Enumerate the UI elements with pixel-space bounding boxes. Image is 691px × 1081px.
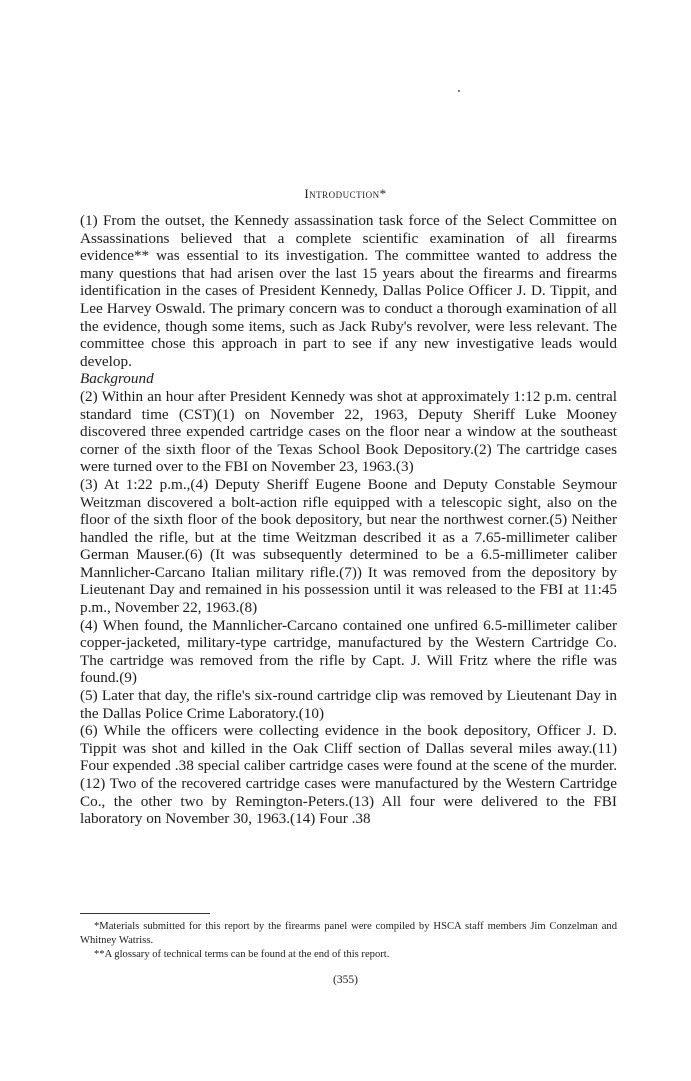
footnote-2: **A glossary of technical terms can be found at the end of this report. [94,949,390,960]
paragraph-3: (3) At 1:22 p.m.,(4) Deputy Sheriff Eugene Boone and Deputy Constable Seymour Weitzman discovered a bolt-action rifle equipped with a telescopic sight, also on the floor of the sixth floor of the book depository, but near the northwest corner.(5) Neither handled the rifle, but at the time Weitzman described it as a 7.65-millimeter caliber German Mauser.(6) (It was subsequently determined to be a 6.5-millimeter caliber Mannlicher-Carcano Italian military rifle.(7)) It was removed from the depository by Lieutenant Day and remained in his possession until it was released to the FBI at 11:45 p.m., November 22, 1963.(8) [80,475,617,617]
body-text [80,212,617,828]
footnote-divider [80,913,210,914]
section-heading-background: Background [80,370,154,388]
paragraph-4: (4) When found, the Mannlicher-Carcano contained one unfired 6.5-millimeter caliber copper-jacketed, military-type cartridge, manufactured by the Western Cartridge Co. The cartridge was removed from the rifle by Capt. J. Will Fritz where the rifle was found.(9) [80,616,617,687]
paragraph-5: (5) Later that day, the rifle's six-round cartridge clip was removed by Lieutenant Day in the Dallas Police Crime Laboratory.(10) [80,687,617,722]
footnotes [80,920,617,962]
scan-speck [458,90,460,92]
paragraph-1: (1) From the outset, the Kennedy assassination task force of the Select Committee on Assassinations believed that a complete scientific examination of all firearms evidence** was essential to its investigation. The committee wanted to address the many questions that had arisen over the last 15 years about the firearms and firearms identification in the cases of President Kennedy, Dallas Police Officer J. D. Tippit, and Lee Harvey Oswald. The primary concern was to conduct a thorough examination of all the evidence, though some items, such as Jack Ruby's revolver, were less relevant. The committee chose this approach in part to see if any new investigative leads would develop. [80,212,617,370]
page-number: (355) [333,974,358,986]
page-title: Introduction* [304,186,387,201]
footnote-1: *Materials submitted for this report by the firearms panel were compiled by HSCA staff members Jim Conzelman and Whitney Watriss. [80,921,617,946]
paragraph-6: (6) While the officers were collecting evidence in the book depository, Officer J. D. Tippit was shot and killed in the Oak Cliff section of Dallas several miles away.(11) Four expended .38 special caliber cartridge cases were found at the scene of the murder.(12) Two of the recovered cartridge cases were manufactured by the Western Cartridge Co., the other two by Remington-Peters.(13) All four were delivered to the FBI laboratory on November 30, 1963.(14) Four .38 [80,722,617,828]
paragraph-2: (2) Within an hour after President Kennedy was shot at approximately 1:12 p.m. central standard time (CST)(1) on November 22, 1963, Deputy Sheriff Luke Mooney discovered three expended cartridge cases on the floor near a window at the southeast corner of the sixth floor of the Texas School Book Depository.(2) The cartridge cases were turned over to the FBI on November 23, 1963.(3) [80,387,617,476]
